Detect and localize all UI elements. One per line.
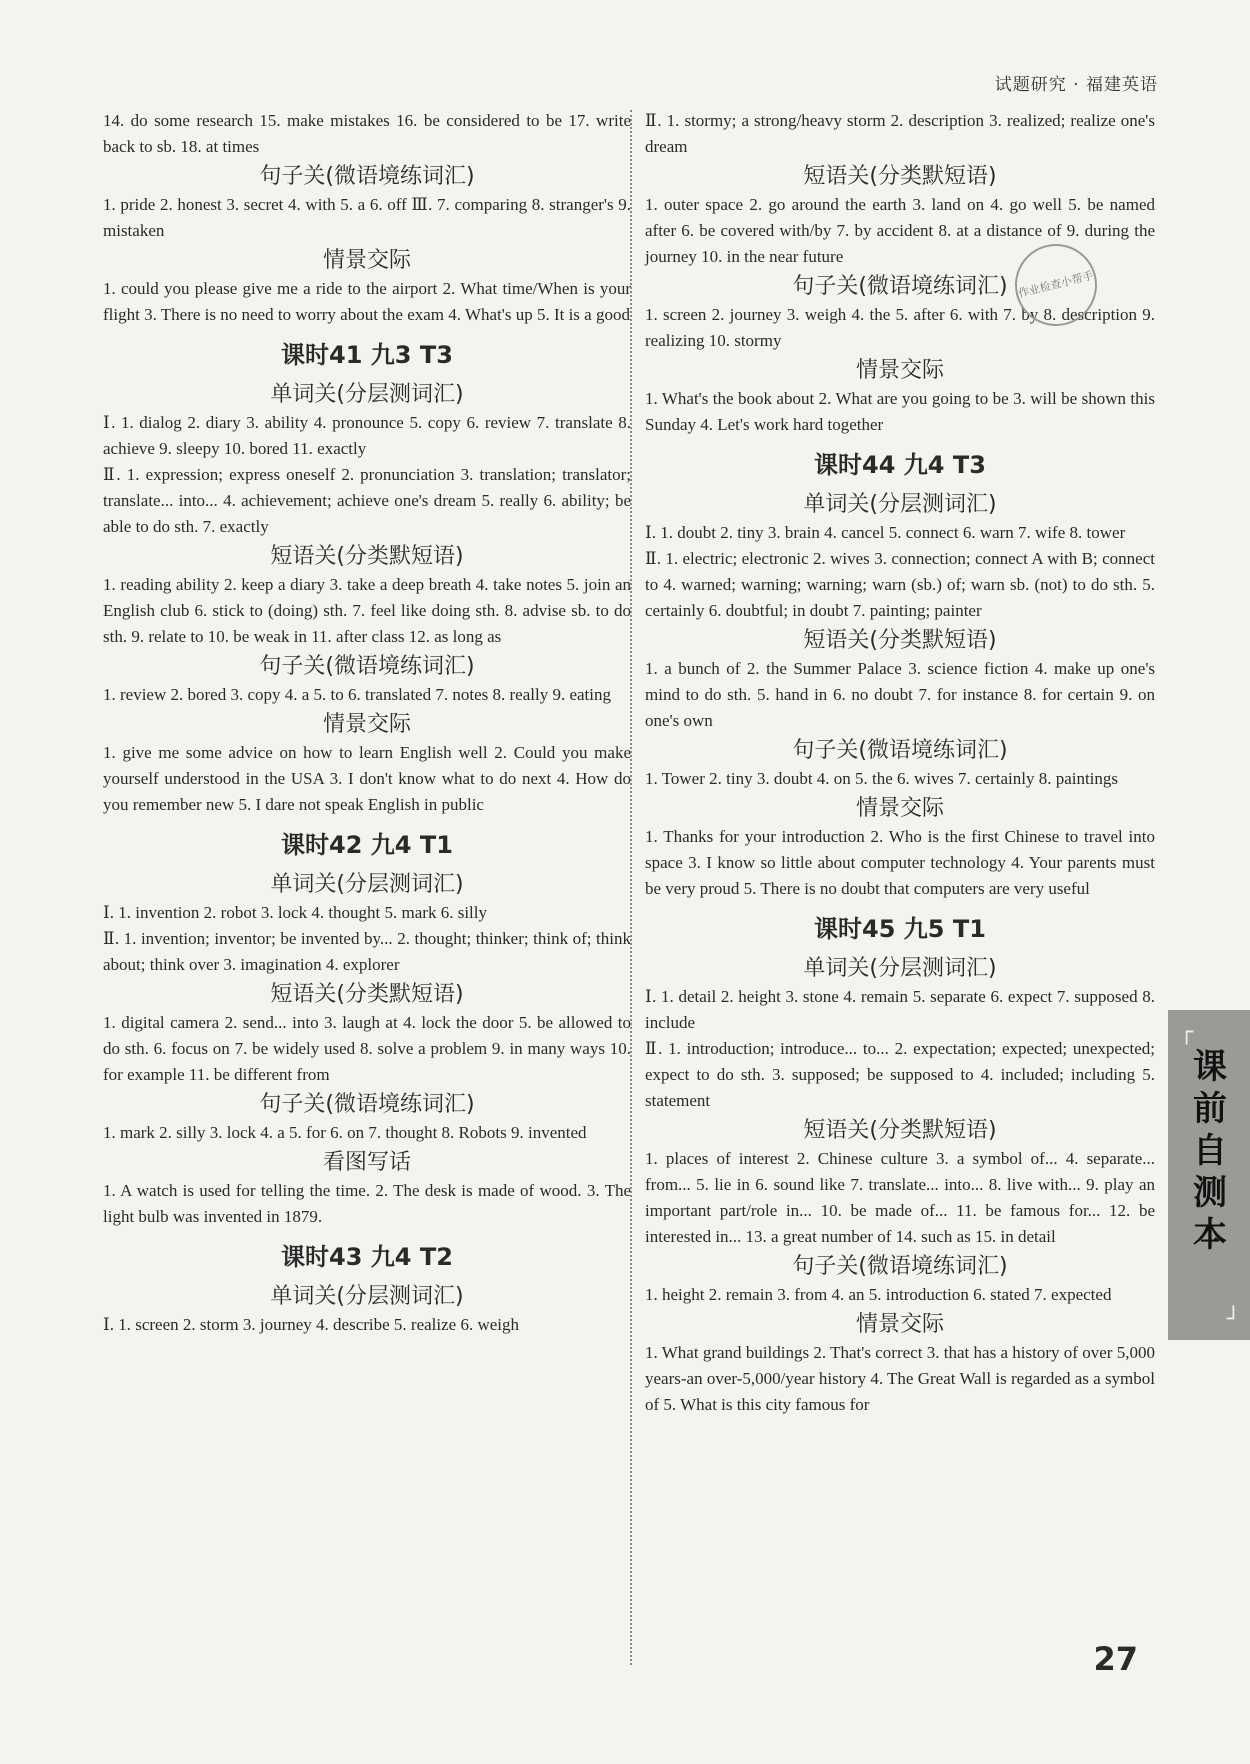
answer-paragraph: Ⅱ. 1. electric; electronic 2. wives 3. connection; connect A with B; connect to 4. warned; warning; warning; warn (sb.) of; warn sb. (not) to do sth. 5. certainly 6. doubtful; in doubt 7. painting; painter xyxy=(645,549,1155,620)
section-heading: 短语关(分类默短语) xyxy=(803,1118,997,1143)
side-tab-char: 本 xyxy=(1193,1215,1227,1255)
answer-paragraph: 1. mark 2. silly 3. lock 4. a 5. for 6. on 7. thought 8. Robots 9. invented xyxy=(103,1123,587,1142)
stamp-text: 作业检查小帮手 xyxy=(1016,268,1095,301)
left-column xyxy=(103,108,631,1338)
section-heading: 短语关(分类默短语) xyxy=(270,982,464,1007)
lesson-heading: 课时41 九3 T3 xyxy=(281,341,453,369)
bracket-top-icon: ┌ xyxy=(1180,1020,1194,1045)
section-heading: 单词关(分层测词汇) xyxy=(803,492,997,517)
section-heading: 情景交际 xyxy=(322,248,411,273)
answer-paragraph: 1. digital camera 2. send... into 3. laugh at 4. lock the door 5. be allowed to do sth. 6. focus on 7. be widely used 8. solve a problem 9. in many ways 10. for example 11. be different from xyxy=(103,1013,631,1084)
answer-paragraph: 1. give me some advice on how to learn English well 2. Could you make yourself understood in the USA 3. I don't know what to do next 4. How do you remember new 5. I dare not speak English in public xyxy=(103,743,631,814)
answer-paragraph: Ⅰ. 1. detail 2. height 3. stone 4. remain 5. separate 6. expect 7. supposed 8. include xyxy=(645,987,1155,1032)
section-heading: 情景交际 xyxy=(855,358,944,383)
side-tab-char: 前 xyxy=(1193,1089,1227,1129)
answer-paragraph: Ⅱ. 1. expression; express oneself 2. pronunciation 3. translation; translator; translate... into... 4. achievement; achieve one's dream 5. really 6. ability; be able to do sth. 7. exactly xyxy=(103,465,631,536)
side-tab-char: 课 xyxy=(1193,1047,1227,1087)
answer-paragraph: Ⅰ. 1. invention 2. robot 3. lock 4. thought 5. mark 6. silly xyxy=(103,903,487,922)
answer-paragraph: 14. do some research 15. make mistakes 16. be considered to be 17. write back to sb. 18. at times xyxy=(103,111,631,156)
side-tab-text xyxy=(1190,1046,1230,1256)
lesson-heading: 课时44 九4 T3 xyxy=(814,451,986,479)
lesson-heading: 课时45 九5 T1 xyxy=(814,915,986,943)
answer-paragraph: 1. places of interest 2. Chinese culture 3. a symbol of... 4. separate... from... 5. lie in 6. sound like 7. translate... into... 8. live with... 9. play an important part/role in... 10. be made of... 11. be famous for... 12. be interested in... 13. a great number of 14. such as 15. in detail xyxy=(645,1149,1155,1246)
answer-paragraph: 1. screen 2. journey 3. weigh 4. the 5. after 6. with 7. by 8. description 9. realizing 10. stormy xyxy=(645,305,1155,350)
side-tab xyxy=(1168,1010,1250,1340)
section-heading: 句子关(微语境练词汇) xyxy=(792,738,1008,763)
section-heading: 短语关(分类默短语) xyxy=(803,164,997,189)
section-heading: 单词关(分层测词汇) xyxy=(270,1284,464,1309)
lesson-heading: 课时42 九4 T1 xyxy=(281,831,453,859)
answer-paragraph: 1. reading ability 2. keep a diary 3. take a deep breath 4. take notes 5. join an English club 6. stick to (doing) sth. 7. feel like doing sth. 8. advise sb. to do sth. 9. relate to 10. be weak in 11. after class 12. as long as xyxy=(103,575,631,646)
section-heading: 短语关(分类默短语) xyxy=(803,628,997,653)
answer-paragraph: 1. Thanks for your introduction 2. Who is the first Chinese to travel into space 3. I know so little about computer technology 4. Your parents must be very proud 5. There is no doubt that computers are very useful xyxy=(645,827,1155,898)
answer-paragraph: Ⅰ. 1. screen 2. storm 3. journey 4. describe 5. realize 6. weigh xyxy=(103,1315,520,1334)
side-tab-char: 测 xyxy=(1193,1173,1227,1213)
column-divider xyxy=(630,110,632,1665)
page-header: 试题研究 · 福建英语 xyxy=(994,75,1158,95)
answer-paragraph: Ⅰ. 1. doubt 2. tiny 3. brain 4. cancel 5. connect 6. warn 7. wife 8. tower xyxy=(645,523,1126,542)
section-heading: 句子关(微语境练词汇) xyxy=(792,274,1008,299)
lesson-heading: 课时43 九4 T2 xyxy=(281,1243,453,1271)
section-heading: 句子关(微语境练词汇) xyxy=(792,1254,1008,1279)
answer-paragraph: Ⅱ. 1. stormy; a strong/heavy storm 2. description 3. realized; realize one's dream xyxy=(645,111,1155,156)
section-heading: 情景交际 xyxy=(855,1312,944,1337)
section-heading: 短语关(分类默短语) xyxy=(270,544,464,569)
section-heading: 情景交际 xyxy=(855,796,944,821)
answer-paragraph: 1. could you please give me a ride to the airport 2. What time/When is your flight 3. There is no need to worry about the exam 4. What's up 5. It is a good xyxy=(103,279,631,324)
section-heading: 句子关(微语境练词汇) xyxy=(259,164,475,189)
section-heading: 单词关(分层测词汇) xyxy=(270,872,464,897)
answer-paragraph: 1. A watch is used for telling the time. 2. The desk is made of wood. 3. The light bulb was invented in 1879. xyxy=(103,1181,631,1226)
bracket-bottom-icon: ┘ xyxy=(1226,1307,1240,1332)
answer-paragraph: 1. Tower 2. tiny 3. doubt 4. on 5. the 6. wives 7. certainly 8. paintings xyxy=(645,769,1119,788)
section-heading: 句子关(微语境练词汇) xyxy=(259,654,475,679)
answer-paragraph: 1. review 2. bored 3. copy 4. a 5. to 6. translated 7. notes 8. really 9. eating xyxy=(103,685,611,704)
answer-paragraph: Ⅱ. 1. introduction; introduce... to... 2. expectation; expected; unexpected; expect to do sth. 3. supposed; be supposed to 4. included; including 5. statement xyxy=(645,1039,1155,1110)
page-number: 27 xyxy=(1093,1640,1138,1678)
answer-paragraph: 1. pride 2. honest 3. secret 4. with 5. a 6. off Ⅲ. 7. comparing 8. stranger's 9. mistaken xyxy=(103,195,631,240)
section-heading: 情景交际 xyxy=(322,712,411,737)
answer-paragraph: 1. What grand buildings 2. That's correct 3. that has a history of over 5,000 years-an over-5,000/year history 4. The Great Wall is regarded as a symbol of 5. What is this city famous for xyxy=(645,1343,1155,1414)
answer-paragraph: Ⅰ. 1. dialog 2. diary 3. ability 4. pronounce 5. copy 6. review 7. translate 8. achieve 9. sleepy 10. bored 11. exactly xyxy=(103,413,631,458)
section-heading: 单词关(分层测词汇) xyxy=(270,382,464,407)
section-heading: 单词关(分层测词汇) xyxy=(803,956,997,981)
answer-paragraph: 1. What's the book about 2. What are you going to be 3. will be shown this Sunday 4. Let's work hard together xyxy=(645,389,1155,434)
answer-paragraph: 1. outer space 2. go around the earth 3. land on 4. go well 5. be named after 6. be covered with/by 7. by accident 8. at a distance of 9. during the journey 10. in the near future xyxy=(645,195,1155,266)
answer-paragraph: Ⅱ. 1. invention; inventor; be invented by... 2. thought; thinker; think of; think about; think over 3. imagination 4. explorer xyxy=(103,929,631,974)
side-tab-char: 自 xyxy=(1193,1131,1227,1171)
section-heading: 看图写话 xyxy=(322,1150,411,1175)
section-heading: 句子关(微语境练词汇) xyxy=(259,1092,475,1117)
answer-paragraph: 1. height 2. remain 3. from 4. an 5. introduction 6. stated 7. expected xyxy=(645,1285,1112,1304)
answer-paragraph: 1. a bunch of 2. the Summer Palace 3. science fiction 4. make up one's mind to do sth. 5. hand in 6. no doubt 7. for instance 8. for certain 9. on one's own xyxy=(645,659,1155,730)
